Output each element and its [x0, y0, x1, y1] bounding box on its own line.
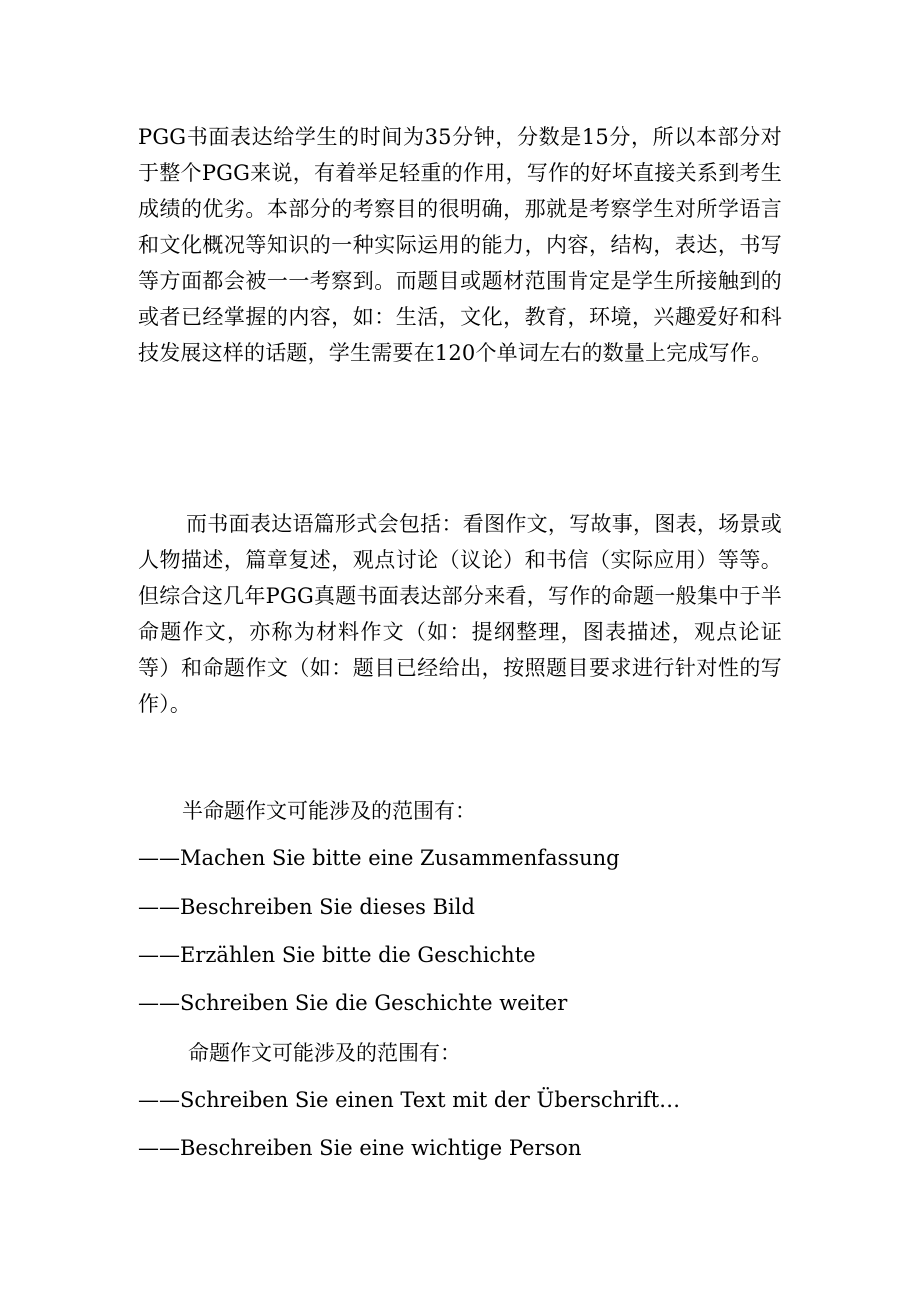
list-item: ——Beschreiben Sie dieses Bild — [138, 895, 475, 919]
list-item: ——Machen Sie bitte eine Zusammenfassung — [138, 846, 620, 870]
list-item: ——Beschreiben Sie eine wichtige Person — [138, 1136, 582, 1160]
paragraph-intro: PGG书面表达给学生的时间为35分钟，分数是15分，所以本部分对于整个PGG来说，有着举足轻重的作用，写作的好坏直接关系到考生成绩的优劣。本部分的考察目的很明确，那就是考察学生对所学语言和文化概况等知识的一种实际运用的能力，内容，结构，表达，书写等方面都会被一一考察到。而题目或题材范围肯定是学生所接触到的或者已经掌握的内容，如：生活，文化，教育，环境，兴趣爱好和科技发展这样的话题，学生需要在120个单词左右的数量上完成写作。 — [138, 125, 782, 365]
paragraph-forms: 而书面表达语篇形式会包括：看图作文，写故事，图表，场景或人物描述，篇章复述，观点讨论（议论）和书信（实际应用）等等。但综合这几年PGG真题书面表达部分来看，写作的命题一般集中于半命题作文，亦称为材料作文（如：提纲整理，图表描述，观点论证等）和命题作文（如：题目已经给出，按照题目要求进行针对性的写作）。 — [138, 512, 782, 716]
list-item: ——Erzählen Sie bitte die Geschichte — [138, 943, 536, 967]
list-item: ——Schreiben Sie die Geschichte weiter — [138, 991, 568, 1015]
list-item: ——Schreiben Sie einen Text mit der Überschrift… — [138, 1088, 681, 1112]
semi-topic-heading: 半命题作文可能涉及的范围有： — [182, 799, 476, 823]
topic-heading: 命题作文可能涉及的范围有： — [188, 1041, 461, 1065]
